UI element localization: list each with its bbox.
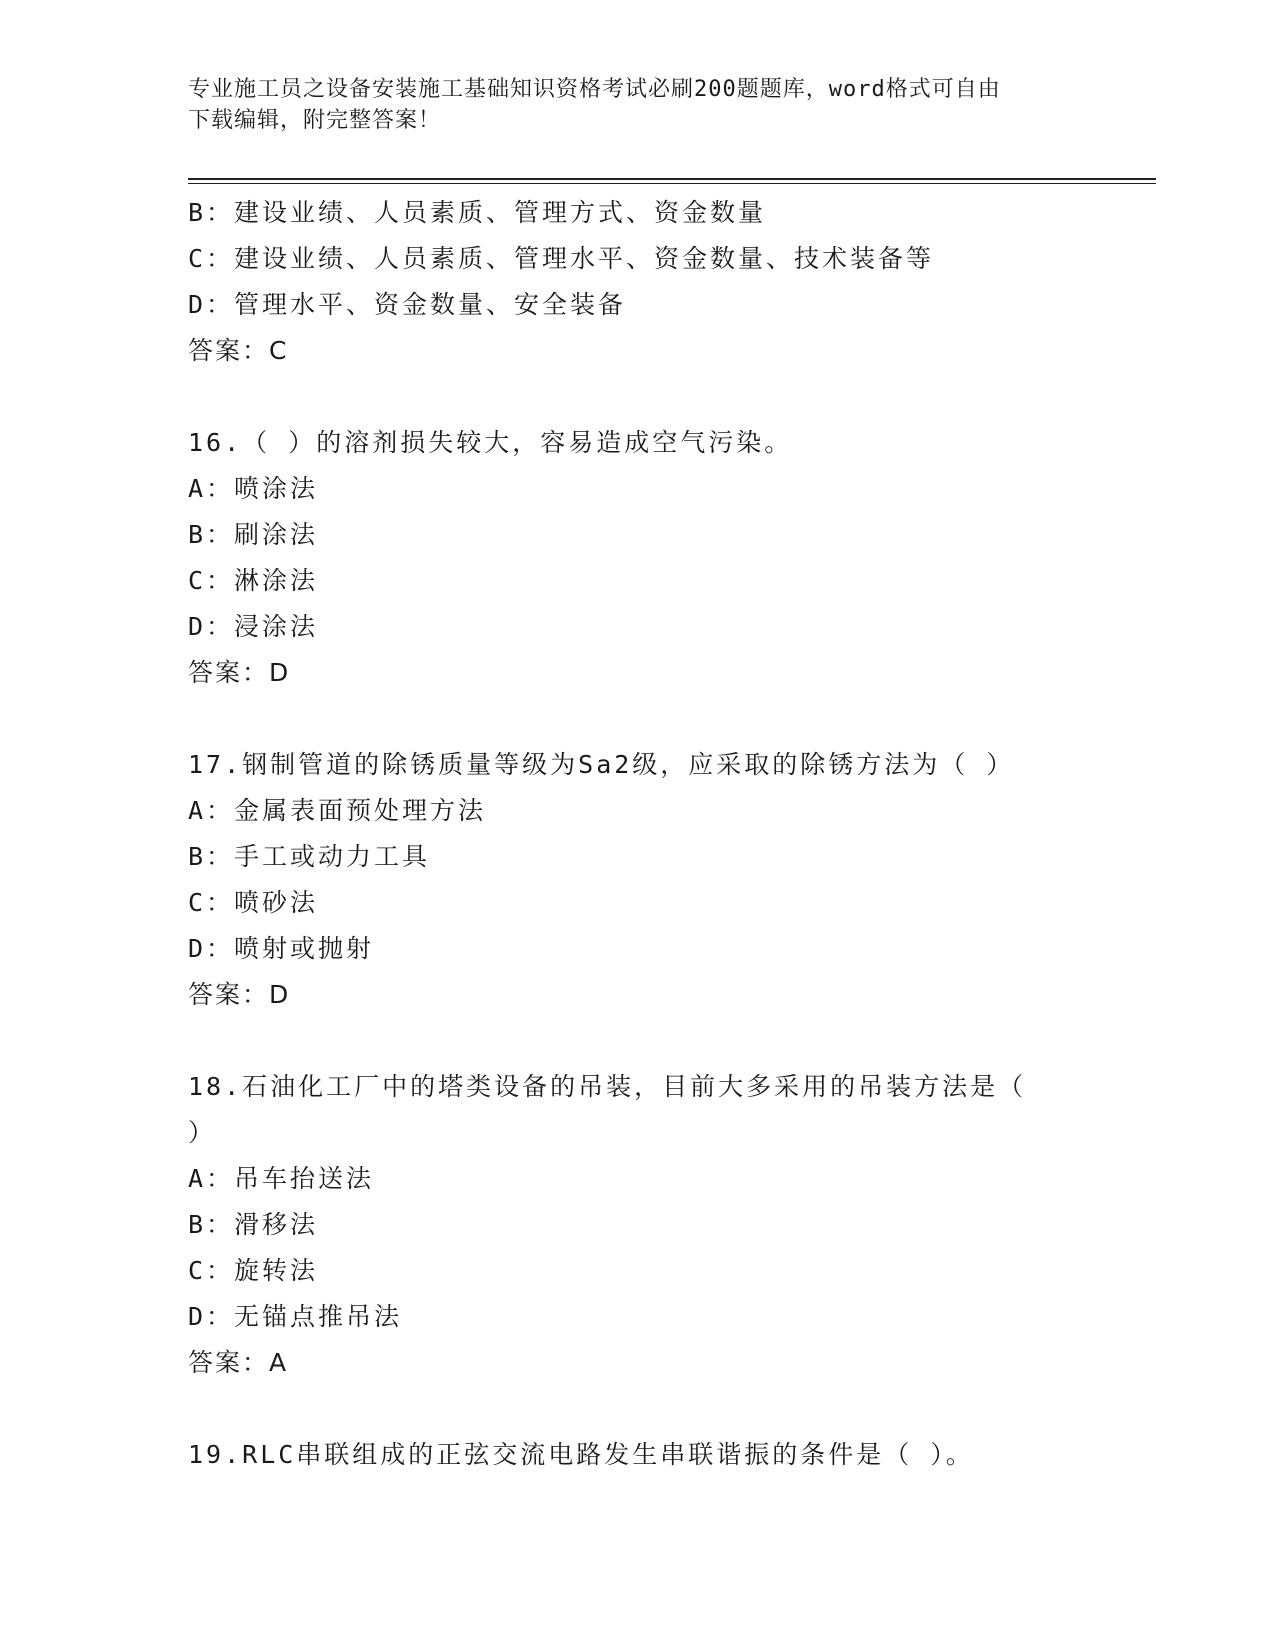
q19-question: 19.RLC串联组成的正弦交流电路发生串联谐振的条件是（ ）。 [188, 1440, 974, 1469]
q18-option-c: C：旋转法 [188, 1256, 319, 1285]
q18-answer: 答案：A [188, 1348, 289, 1377]
q16-option-b: B：刷涂法 [188, 520, 319, 549]
q16-answer: 答案：D [188, 658, 291, 687]
header-rule-thick [188, 178, 1156, 180]
q17-question: 17.钢制管道的除锈质量等级为Sa2级，应采取的除锈方法为（ ） [188, 750, 1015, 779]
q15-option-b: B：建设业绩、人员素质、管理方式、资金数量 [188, 198, 767, 227]
spacer [188, 1018, 1156, 1064]
spacer [188, 374, 1156, 420]
q16-option-a: A：喷涂法 [188, 474, 319, 503]
q18-question-line-1: 18.石油化工厂中的塔类设备的吊装，目前大多采用的吊装方法是（ [188, 1072, 1027, 1101]
q18-option-b: B：滑移法 [188, 1210, 319, 1239]
q15-option-c: C：建设业绩、人员素质、管理水平、资金数量、技术装备等 [188, 244, 935, 273]
q17-option-b: B：手工或动力工具 [188, 842, 431, 871]
q18-option-d: D：无锚点推吊法 [188, 1302, 403, 1331]
q15-option-d: D：管理水平、资金数量、安全装备 [188, 290, 627, 319]
header-rule-thin [188, 183, 1156, 184]
q17-option-d: D：喷射或抛射 [188, 934, 375, 963]
spacer [188, 696, 1156, 742]
q16-option-c: C：淋涂法 [188, 566, 319, 595]
q17-option-c: C：喷砂法 [188, 888, 319, 917]
q18-option-a: A：吊车抬送法 [188, 1164, 375, 1193]
spacer [188, 1386, 1156, 1432]
question-list [188, 190, 1156, 1478]
q16-option-d: D：浸涂法 [188, 612, 319, 641]
q15-answer: 答案：C [188, 336, 289, 365]
q18-question-line-2: ） [188, 1118, 217, 1147]
q17-answer: 答案：D [188, 980, 291, 1009]
q17-option-a: A：金属表面预处理方法 [188, 796, 487, 825]
q16-question: 16.（ ）的溶剂损失较大，容易造成空气污染。 [188, 428, 793, 457]
header-title-line-2: 下载编辑，附完整答案！ [188, 108, 442, 133]
header-title-line-1: 专业施工员之设备安装施工基础知识资格考试必刷200题题库，word格式可自由 [188, 77, 1001, 102]
document-header [188, 74, 1088, 136]
